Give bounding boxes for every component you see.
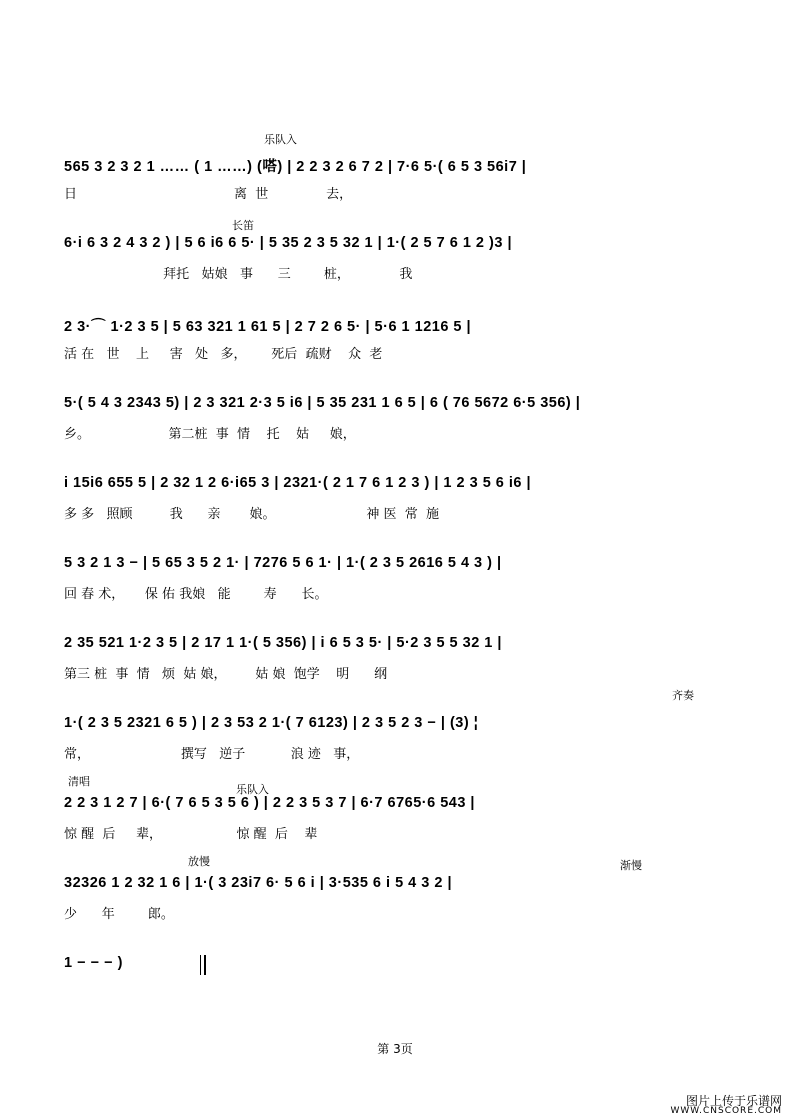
lyrics-line: 第三 桩 事 情 烦 姑 娘， 姑 娘 饱学 明 纲: [64, 667, 388, 682]
lyrics-line: 惊 醒 后 辈， 惊 醒 后 辈: [64, 827, 318, 842]
watermark-text: 图片上传于乐谱网: [685, 1094, 782, 1108]
page-number: 第 3页: [377, 1042, 413, 1056]
lyrics-line: 乡。 第二桩 事 情 托 姑 娘，: [64, 427, 356, 442]
annotation-long-flute: 长笛: [232, 219, 254, 232]
notes-line: 565 3 2 3 2 1 …… ( 1 ……) (嗒) | 2 2 3 2 6 7 2 | 7·6 5·( 6 5 3 56i7 |: [64, 159, 527, 175]
notes-line: 1 − − − ): [64, 955, 123, 971]
lyrics-line: 多 多 照顾 我 亲 娘。 神 医 常 施: [64, 507, 440, 522]
notes-line: 2 35 521 1·2 3 5 | 2 17 1 1·( 5 356) | i 6 5 3 5· | 5·2 3 5 5 32 1 |: [64, 635, 502, 651]
notes-line: 1·( 2 3 5 2321 6 5 ) | 2 3 53 2 1·( 7 6123) | 2 3 5 2 3 − | (3) ¦: [64, 715, 479, 731]
annotation-band-enter: 乐队入: [236, 783, 269, 796]
notes-line: 5 3 2 1 3 − | 5 65 3 5 2 1· | 7276 5 6 1· | 1·( 2 3 5 2616 5 4 3 ) |: [64, 555, 502, 571]
lyrics-line: 活 在 世 上 害 处 多， 死后 疏财 众 老: [64, 347, 383, 362]
lyrics-line: 常， 撰写 逆子 浪 迹 事，: [64, 747, 360, 762]
lyrics-line: 日 离 世 去，: [64, 187, 353, 202]
annotation-band-enter: 乐队入: [264, 133, 297, 146]
annotation-together: 齐奏: [672, 689, 694, 702]
notes-line: 2 3·⌒ 1·2 3 5 | 5 63 321 1 61 5 | 2 7 2 6 5· | 5·6 1 1216 5 |: [64, 319, 472, 335]
notes-line: 5·( 5 4 3 2343 5) | 2 3 321 2·3 5 i6 | 5 35 231 1 6 5 | 6 ( 76 5672 6·5 356) |: [64, 395, 581, 411]
annotation-clear-sing: 清唱: [68, 775, 90, 788]
notes-line: i 15i6 655 5 | 2 32 1 2 6·i65 3 | 2321·( 2 1 7 6 1 2 3 ) | 1 2 3 5 6 i6 |: [64, 475, 532, 491]
watermark-url: WWW.CNSCORE.COM: [670, 1106, 782, 1116]
annotation-gradually-slow: 渐慢: [620, 859, 642, 872]
notes-line: 32326 1 2 32 1 6 | 1·( 3 23i7 6· 5 6 i | 3·535 6 i 5 4 3 2 |: [64, 875, 452, 891]
notes-line: 6·i 6 3 2 4 3 2 ) | 5 6 i6 6 5· | 5 35 2 3 5 32 1 | 1·( 2 5 7 6 1 2 )3 |: [64, 235, 513, 251]
lyrics-line: 回 春 术， 保 佑 我娘 能 寿 长。: [64, 587, 328, 602]
lyrics-line: 少 年 郎。: [64, 907, 174, 922]
annotation-slow-down: 放慢: [188, 855, 210, 868]
notes-line: 2 2 3 1 2 7 | 6·( 7 6 5 3 5 6 ) | 2 2 3 5 3 7 | 6·7 6765·6 543 |: [64, 795, 475, 811]
lyrics-line: 拜托 姑娘 事 三 桩， 我: [64, 267, 413, 282]
final-barline: [200, 955, 206, 975]
